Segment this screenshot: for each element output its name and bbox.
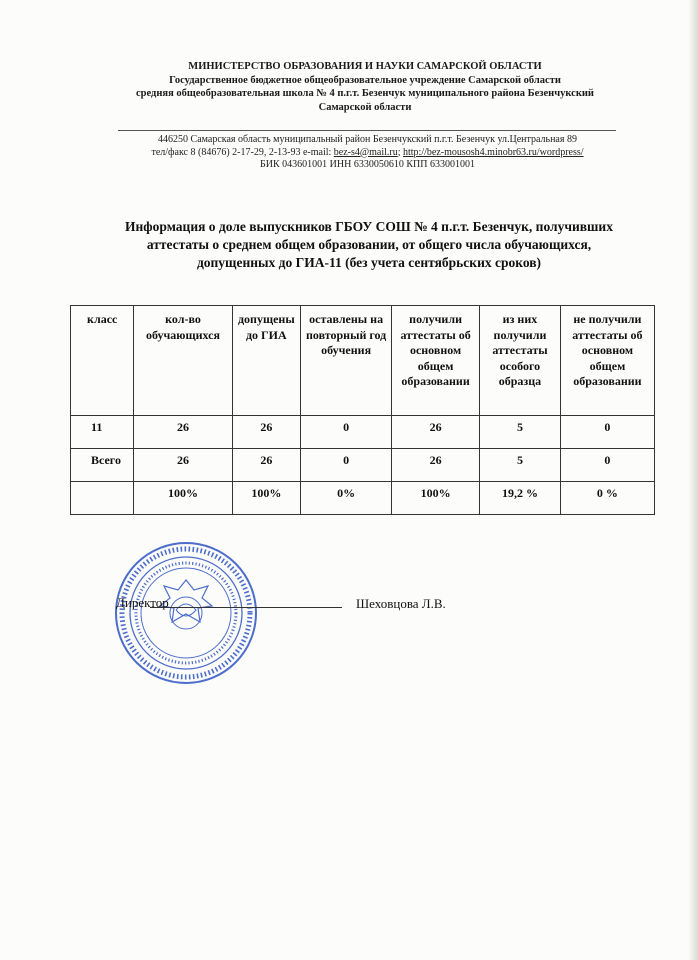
header-divider — [118, 130, 616, 131]
graduates-table — [70, 305, 655, 515]
table-row — [71, 416, 655, 449]
signer-name: Шеховцова Л.В. — [356, 596, 446, 611]
table-row — [71, 482, 655, 515]
document-title — [120, 218, 618, 272]
table-cell: 26 — [232, 449, 301, 482]
header-cell: класс — [71, 306, 134, 416]
table-cell: 5 — [480, 416, 561, 449]
contacts-block — [120, 134, 615, 172]
header-line-3: средняя общеобразовательная школа № 4 п.г.т. Безенчук муниципального района Безенчукский — [136, 88, 594, 99]
table-header-row — [71, 306, 655, 416]
table-cell: 100% — [392, 482, 480, 515]
table-row — [71, 449, 655, 482]
header-line-1: МИНИСТЕРСТВО ОБРАЗОВАНИЯ И НАУКИ САМАРСКОЙ ОБЛАСТИ — [188, 61, 542, 72]
bank-details: БИК 043601001 ИНН 6330050610 КПП 633001001 — [260, 159, 475, 170]
separator: ; — [397, 146, 403, 158]
table-cell: 26 — [134, 449, 232, 482]
header-cell: из них получили аттестаты особого образца — [480, 306, 561, 416]
header-cell: допущены до ГИА — [232, 306, 301, 416]
table-cell: 0 — [560, 449, 654, 482]
website-link[interactable]: http://bez-mousosh4.minobr63.ru/wordpress/ — [403, 146, 584, 158]
table-cell: Всего — [71, 449, 134, 482]
header-line-4: Самарской области — [318, 101, 412, 113]
scan-edge-shadow — [688, 0, 698, 960]
phone-text: тел/факс 8 (84676) 2-17-29, 2-13-93 e-mail: — [151, 146, 334, 158]
table-cell: 5 — [480, 449, 561, 482]
signature-label: Директор — [116, 595, 169, 610]
table-cell: 26 — [392, 449, 480, 482]
table-cell: 0 — [560, 416, 654, 449]
phone-line — [120, 147, 615, 160]
signature-line — [150, 607, 342, 608]
table-cell — [71, 482, 134, 515]
table-cell: 26 — [392, 416, 480, 449]
table-cell: 100% — [134, 482, 232, 515]
table-cell: 100% — [232, 482, 301, 515]
header-line-2: Государственное бюджетное общеобразовательное учреждение Самарской области — [169, 74, 561, 86]
official-stamp-icon — [113, 540, 259, 686]
table-cell: 0 % — [560, 482, 654, 515]
table-cell: 0% — [301, 482, 392, 515]
table-cell: 11 — [71, 416, 134, 449]
email-link[interactable]: bez-s4@mail.ru — [333, 146, 398, 158]
header-cell: оставлены на повторный год обучения — [301, 306, 392, 416]
title-line-2: аттестаты о среднем общем образовании, от общего числа обучающихся, — [146, 237, 592, 252]
header-cell: не получили аттестаты об основном общем образовании — [560, 306, 654, 416]
title-line-3: допущенных до ГИА-11 (без учета сентябрьских сроков) — [196, 255, 542, 270]
address-line: 446250 Самарская область муниципальный район Безенчукский п.г.т. Безенчук ул.Центральная 89 — [158, 134, 577, 145]
table-cell: 26 — [232, 416, 301, 449]
table-cell: 0 — [301, 449, 392, 482]
table-cell: 26 — [134, 416, 232, 449]
header-cell: получили аттестаты об основном общем образовании — [392, 306, 480, 416]
table-cell: 0 — [301, 416, 392, 449]
header-cell: кол-во обучающихся — [134, 306, 232, 416]
ministry-header — [110, 60, 620, 114]
table-cell: 19,2 % — [480, 482, 561, 515]
title-line-1: Информация о доле выпускников ГБОУ СОШ № 4 п.г.т. Безенчук, получивших — [125, 219, 613, 234]
